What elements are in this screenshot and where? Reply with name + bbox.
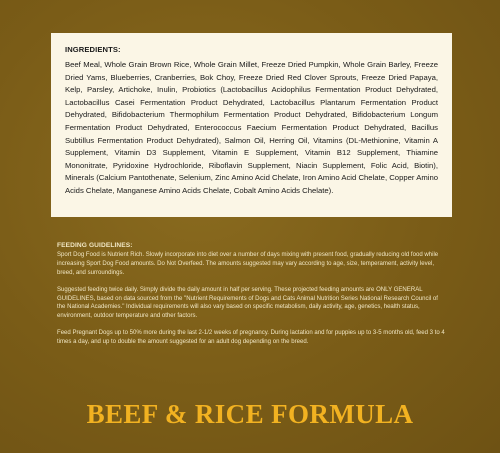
feeding-paragraph-3: Feed Pregnant Dogs up to 50% more during the last 2-1/2 weeks of pregnancy. During lactation and for puppies up to 3-5 months old, feed 3 to 4 times a day, and up to double the amount suggested for an adult dog depending on the breed. [57, 330, 445, 346]
formula-title: BEEF & RICE FORMULA [86, 399, 414, 429]
feeding-guidelines-title: FEEDING GUIDELINES: [57, 242, 133, 249]
ingredients-text: Beef Meal, Whole Grain Brown Rice, Whole Grain Millet, Freeze Dried Pumpkin, Whole Grain Barley, Freeze Dried Yams, Blueberries, Cranberries, Bok Choy, Freeze Dried Red Clover Sprouts, Freeze Dried Papaya, Kelp, Parsley, Artichoke, Inulin, Probiotics (Lactobacillus Acidophilus Fermentation Product Dehydrated, Lactobacillus Casei Fermentation Product Dehydrated, Lactobacillus Plantarum Fermentation Product Dehydrated, Bifidobacterium Thermophilum Fermentation Product Dehydrated, Bifidobacterium Longum Fermentation Product Dehydrated, Enterococcus Faecium Fermentation Product Dehydrated, Bacillus Subtillus Fermentation Product Dehydrated), Salmon Oil, Herring Oil, Vitamins (DL-Methionine, Vitamin A Supplement, Vitamin D3 Supplement, Vitamin E Supplement, Vitamin B12 Supplement, Thiamine Mononitrate, Pyridoxine Hydrochloride, Riboflavin Supplement, Niacin Supplement, Folic Acid, Biotin), Minerals (Calcium Pantothenate, Selenium, Zinc Amino Acid Chelate, Iron Amino Acid Chelate, Copper Amino Acids Chelate, Manganese Amino Acids Chelate, Cobalt Amino Acids Chelate). [65, 60, 438, 195]
feeding-guidelines [57, 242, 447, 355]
ingredients-title: INGREDIENTS: [65, 45, 121, 54]
feeding-paragraph-1: Sport Dog Food is Nutrient Rich. Slowly incorporate into diet over a number of days mixing with present food, gradually reducing old food while increasing Sport Dog Food amounts. Do Not Overfeed. The amounts suggested may vary according to age, size, temperament, activity level, breed, and surroundings. [57, 251, 439, 276]
feeding-paragraph-2: Suggested feeding twice daily. Simply divide the daily amount in half per serving. These projected feeding amounts are ONLY GENERAL GUIDELINES, based on data sourced from the "Nutrient Requirements of Dogs and Cats Animal Nutrition Series National Research Council of the National Academies." Individual requirements will also vary based on specific metabolism, daily activity, age, genetics, health status, environment, outdoor temperature and other factors. [57, 286, 438, 320]
ingredients-panel [51, 33, 452, 217]
